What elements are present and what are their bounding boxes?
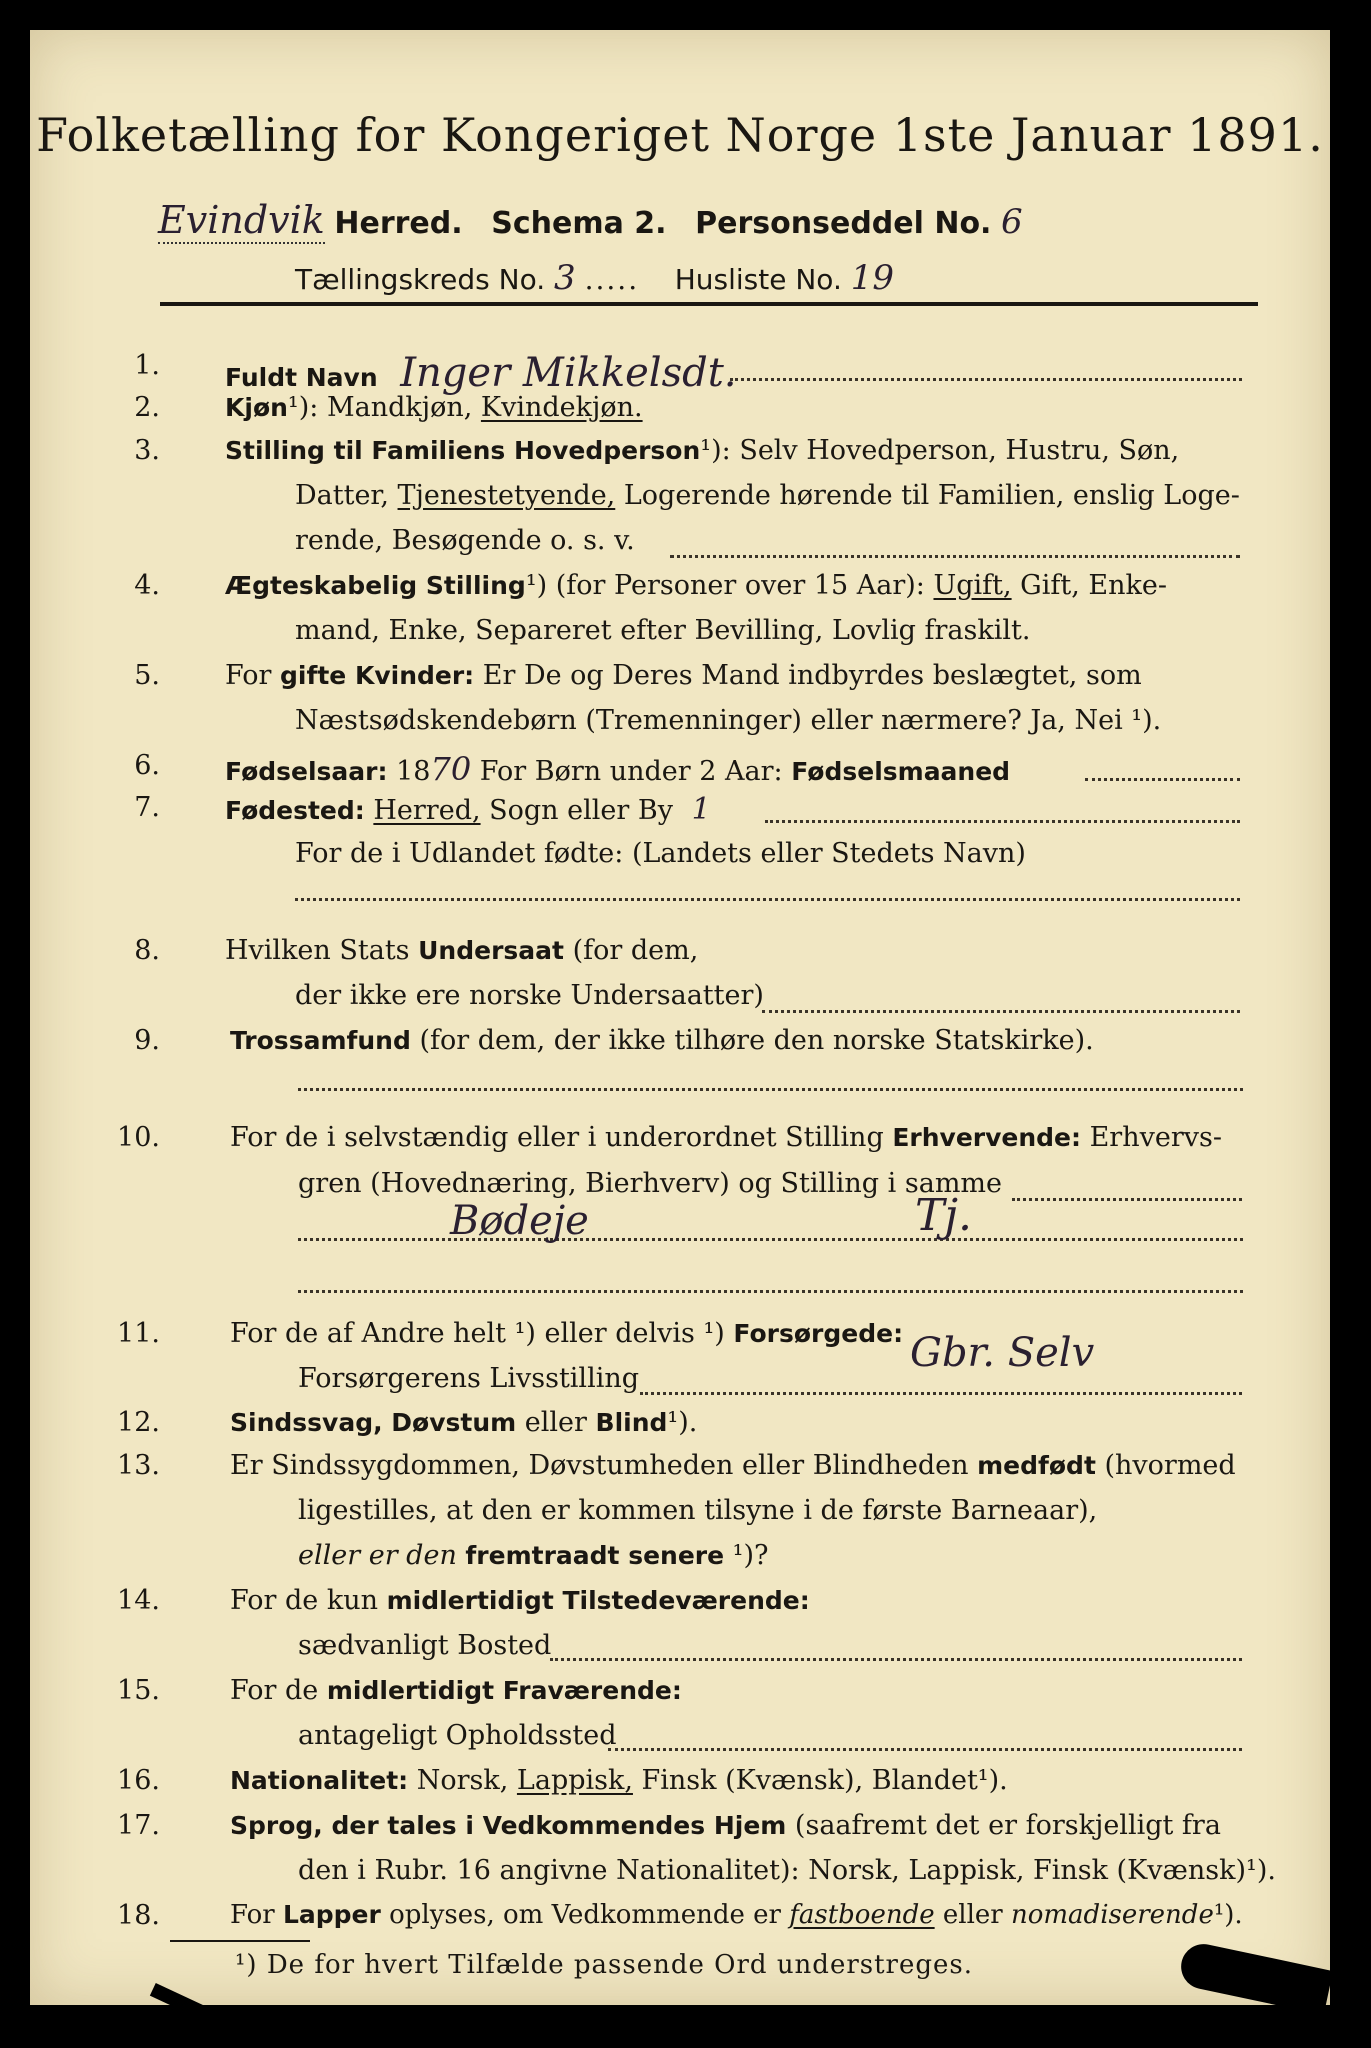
header-rule — [160, 302, 1258, 306]
item-4-line1 — [225, 570, 1167, 601]
husliste-no: 19 — [850, 258, 895, 298]
sex-options: ¹): Mandkjøn, — [287, 392, 481, 423]
family-position-label: Stilling til Familiens Hovedperson — [225, 436, 701, 465]
item-11-line1 — [230, 1318, 903, 1349]
temporary-absent-label: midlertidigt Fraværende: — [326, 1676, 682, 1705]
supported-label: Forsørgede: — [733, 1319, 904, 1348]
census-form-sheet — [30, 30, 1330, 2005]
item-number: 1. — [134, 350, 160, 381]
item-number: 9. — [134, 1025, 160, 1056]
item-2 — [225, 392, 643, 423]
kreds-label: Tællingskreds No. — [295, 263, 546, 296]
text: ¹). — [1213, 1900, 1243, 1930]
dotted-line — [1012, 1198, 1242, 1201]
birthplace-answer: 1 — [691, 792, 711, 827]
item-10-line2: gren (Hovednæring, Bierhverv) og Stilling i samme — [298, 1168, 1003, 1199]
full-name-answer: Inger Mikkelsdt. — [400, 350, 737, 396]
dotted-line — [670, 555, 1240, 558]
item-number: 14. — [117, 1585, 160, 1616]
text: For Børn under 2 Aar: — [471, 756, 792, 787]
dotted-line — [298, 1088, 1243, 1091]
nationality-label: Nationalitet: — [230, 1766, 409, 1795]
item-3-line1 — [225, 435, 1179, 466]
text: (hvormed — [1095, 1450, 1236, 1481]
text: For — [230, 1900, 283, 1930]
item-number: 8. — [134, 935, 160, 966]
temporary-present-label: midlertidigt Tilstedeværende: — [386, 1586, 810, 1615]
item-14-line2: sædvanligt Bosted — [298, 1630, 552, 1661]
dotted-line — [298, 1238, 1243, 1241]
item-8-line1 — [225, 935, 698, 966]
footnote-rule — [170, 1940, 310, 1942]
item-17-line1 — [230, 1810, 1221, 1841]
item-5-line2: Næstsødskendebørn (Tremenninger) eller nærmere? Ja, Nei ¹). — [295, 705, 1162, 736]
item-13-line3 — [298, 1540, 769, 1571]
schema-label: Schema 2. — [491, 206, 667, 241]
dotted-line — [608, 1748, 1242, 1751]
subject-label: Undersaat — [418, 936, 564, 965]
item-number: 3. — [134, 435, 160, 466]
item-13-line1 — [230, 1450, 1236, 1481]
sex-selected: Kvindekjøn. — [480, 392, 643, 423]
item-3-line2 — [295, 480, 1240, 511]
item-number: 18. — [117, 1900, 160, 1931]
personseddel-no: 6 — [1001, 202, 1023, 242]
marital-status-selected: Ugift, — [933, 570, 1012, 601]
item-number: 17. — [117, 1810, 160, 1841]
dotted-line — [298, 1290, 1243, 1293]
item-number: 2. — [134, 392, 160, 423]
lapps-label: Lapper — [282, 1900, 381, 1929]
item-number: 15. — [117, 1675, 160, 1706]
disability-label: Sindssvag, Døvstum — [230, 1408, 517, 1437]
item-17-line2: den i Rubr. 16 angivne Nationalitet): Norsk, Lappisk, Finsk (Kvænsk)¹). — [298, 1855, 1276, 1886]
text: ¹) (for Personer over 15 Aar): — [525, 570, 934, 601]
item-8-line2: der ikke ere norske Undersaatter) — [295, 980, 764, 1011]
full-name-label: Fuldt Navn — [225, 363, 378, 392]
text: 18 — [387, 756, 431, 787]
text: eller — [516, 1407, 596, 1438]
occupation-status-answer: Tj. — [915, 1190, 972, 1241]
language-label: Sprog, der tales i Vedkommendes Hjem — [230, 1811, 787, 1840]
husliste-label: Husliste No. — [674, 263, 842, 296]
dotted-line — [765, 820, 1240, 823]
item-11-line2: Forsørgerens Livsstilling — [298, 1363, 640, 1394]
text: Gift, Enke- — [1011, 570, 1167, 601]
text: ¹)? — [724, 1540, 769, 1571]
item-number: 6. — [134, 750, 160, 781]
birth-year-answer: 70 — [430, 750, 472, 788]
item-1 — [225, 350, 737, 396]
occupation-answer: Bødeje — [450, 1198, 589, 1244]
item-number: 4. — [134, 570, 160, 601]
item-3-line3: rende, Besøgende o. s. v. — [295, 525, 635, 556]
item-5-line1 — [225, 660, 1142, 691]
nomadic-option: nomadiserende — [1011, 1900, 1214, 1930]
dotted-line — [640, 1392, 1242, 1395]
text: For de af Andre helt ¹) eller delvis ¹) — [230, 1318, 734, 1349]
kreds-line: Tællingskreds No. 3 ..... Husliste No. 19 — [295, 258, 895, 298]
dotted-line — [762, 1010, 1240, 1013]
item-10-line1 — [230, 1122, 1222, 1153]
text: For de kun — [230, 1585, 387, 1616]
birth-month-label: Fødselsmaaned — [791, 757, 1011, 786]
text: For — [225, 660, 281, 691]
item-16 — [230, 1765, 1008, 1796]
item-number: 7. — [134, 792, 160, 823]
item-9 — [230, 1025, 1094, 1056]
text: oplyses, om Vedkommende er — [380, 1900, 790, 1930]
nationality-selected: Lappisk, — [516, 1765, 633, 1796]
item-15-line1 — [230, 1675, 682, 1706]
family-position-selected: Tjenestetyende, — [397, 480, 616, 511]
form-title: Folketælling for Kongeriget Norge 1ste Januar 1891. — [36, 108, 1324, 162]
item-12 — [230, 1407, 697, 1438]
birthplace-label: Fødested: — [225, 796, 365, 825]
footnote: ¹) De for hvert Tilfælde passende Ord understreges. — [235, 1950, 974, 1980]
item-number: 11. — [117, 1318, 160, 1349]
personseddel-label: Personseddel No. — [695, 206, 992, 241]
congenital-label: medfødt — [977, 1451, 1096, 1480]
dotted-line — [1085, 778, 1240, 781]
text: (for dem, der ikke tilhøre den norske Statskirke). — [410, 1025, 1094, 1056]
marital-status-label: Ægteskabelig Stilling — [225, 571, 526, 600]
item-18 — [230, 1900, 1243, 1930]
settled-selected: fastboende — [789, 1900, 935, 1930]
birthplace-selected: Herred, — [373, 795, 481, 826]
occupation-label: Erhvervende: — [892, 1123, 1082, 1152]
dotted-line — [730, 378, 1242, 381]
dotted-line — [295, 898, 1240, 901]
dotted-line — [550, 1658, 1242, 1661]
item-7-line2: For de i Udlandet fødte: (Landets eller Stedets Navn) — [295, 838, 1026, 869]
text: Er De og Deres Mand indbyrdes beslægtet, som — [474, 660, 1142, 691]
text: Finsk (Kvænsk), Blandet¹). — [632, 1765, 1008, 1796]
item-4-line2: mand, Enke, Separeret efter Bevilling, Lovlig fraskilt. — [295, 615, 1031, 646]
item-number: 5. — [134, 660, 160, 691]
text: Logerende hørende til Familien, enslig Loge- — [615, 480, 1240, 511]
provider-answer: Gbr. Selv — [910, 1330, 1095, 1376]
blind-label: Blind — [595, 1408, 668, 1437]
item-number: 16. — [117, 1765, 160, 1796]
text: (for dem, — [563, 935, 699, 966]
herred-label: Herred. — [334, 206, 463, 241]
item-7-line1 — [225, 792, 711, 827]
text: ¹). — [667, 1407, 698, 1438]
text: Sogn eller By — [480, 795, 673, 826]
religion-label: Trossamfund — [230, 1026, 411, 1055]
text: (saafremt det er forskjelligt fra — [786, 1810, 1221, 1841]
herred-line — [158, 198, 1023, 242]
later-onset-label: fremtraadt senere — [465, 1541, 725, 1570]
item-number: 12. — [117, 1407, 160, 1438]
text: eller er den — [298, 1540, 466, 1571]
text: For de i selvstændig eller i underordnet Stilling — [230, 1122, 893, 1153]
text: Norsk, — [408, 1765, 517, 1796]
item-14-line1 — [230, 1585, 810, 1616]
item-number: 13. — [117, 1450, 160, 1481]
item-number: 10. — [117, 1122, 160, 1153]
text: Datter, — [295, 480, 398, 511]
item-15-line2: antageligt Opholdssted — [298, 1720, 617, 1751]
birth-year-label: Fødselsaar: — [225, 757, 388, 786]
text: Er Sindssygdommen, Døvstumheden eller Blindheden — [230, 1450, 978, 1481]
text: Hvilken Stats — [225, 935, 419, 966]
text: For de — [230, 1675, 327, 1706]
text: Erhvervs- — [1081, 1122, 1222, 1153]
herred-name: Evindvik — [158, 198, 325, 242]
item-13-line2: ligestilles, at den er kommen tilsyne i de første Barneaar), — [298, 1495, 1098, 1526]
sex-label: Kjøn — [225, 393, 288, 422]
family-position-options: ¹): Selv Hovedperson, Hustru, Søn, — [700, 435, 1180, 466]
item-6 — [225, 750, 1010, 788]
married-women-label: gifte Kvinder: — [280, 661, 475, 690]
text: eller — [934, 1900, 1011, 1930]
kreds-no: 3 — [554, 258, 576, 298]
